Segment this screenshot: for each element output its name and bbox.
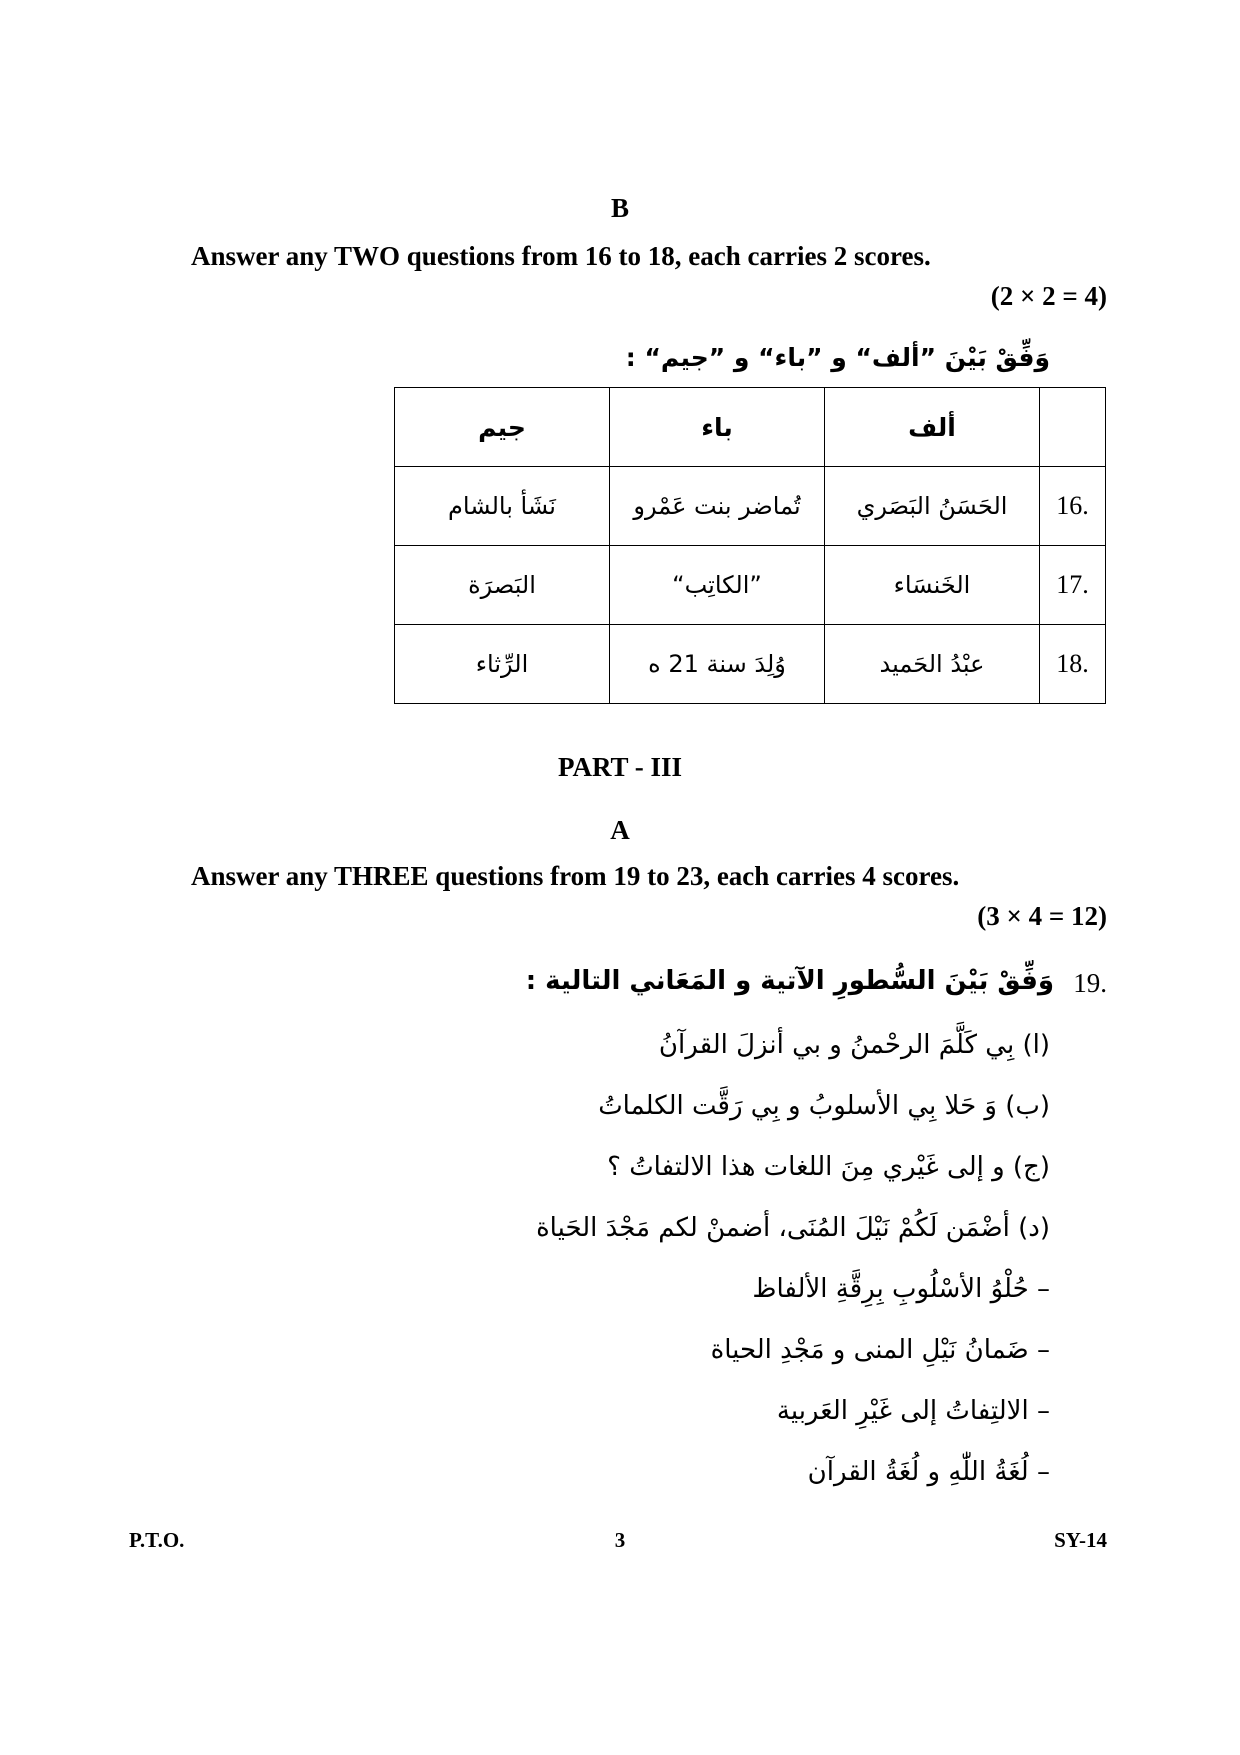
header-baa: باء	[610, 388, 825, 467]
section-b-instruction: Answer any TWO questions from 16 to 18, each carries 2 scores.	[191, 241, 931, 271]
q19-line-c: (ج) و إلى غَيْري مِنَ اللغات هذا الالتفاتُ ؟	[607, 1152, 1050, 1182]
table-row	[395, 625, 1106, 704]
header-jeem: جيم	[395, 388, 610, 467]
section-letter-b: B	[610, 193, 629, 223]
part3-instruction: Answer any THREE questions from 19 to 23, each carries 4 scores.	[191, 861, 960, 891]
cell-jeem: الرِّثاء	[395, 625, 610, 704]
q19-meaning: – حُلْوُ الأسْلُوبِ بِرِقَّةِ الألفاظ	[752, 1274, 1050, 1304]
section-b-scores: (2 × 2 = 4)	[990, 281, 1107, 311]
cell-baa: وُلِدَ سنة 21 ه	[610, 625, 825, 704]
part3-scores: (3 × 4 = 12)	[977, 901, 1107, 931]
footer-code: SY-14	[1054, 1528, 1107, 1552]
question-number: 17.	[1040, 546, 1106, 625]
q19-meaning: – لُغَةُ اللّٰهِ و لُغَةُ القرآن	[807, 1457, 1050, 1487]
cell-baa: ”الكاتِب“	[610, 546, 825, 625]
table-header-row	[395, 388, 1106, 467]
question-number: 16.	[1040, 467, 1106, 546]
cell-alif: الخَنسَاء	[825, 546, 1040, 625]
cell-jeem: نَشَأ بالشام	[395, 467, 610, 546]
cell-alif: عبْدُ الحَميد	[825, 625, 1040, 704]
q19-meaning: – ضَمانُ نَيْلِ المنى و مَجْدِ الحياة	[710, 1335, 1050, 1365]
cell-baa: تُماضر بنت عَمْرو	[610, 467, 825, 546]
part-title: PART - III	[557, 752, 683, 782]
question-19-number: 19.	[1073, 968, 1107, 998]
page-number: 3	[614, 1528, 626, 1552]
q19-line-a: (ا) بِي كَلَّمَ الرحْمنُ و بي أنزلَ القرآنُ	[658, 1030, 1050, 1060]
q19-meaning: – الالتِفاتُ إلى غَيْرِ العَربية	[776, 1396, 1050, 1426]
table-row	[395, 467, 1106, 546]
q19-line-d: (د) أضْمَن لَكُمْ نَيْلَ المُنَى، أضمنْ لكم مَجْدَ الحَياة	[536, 1213, 1050, 1243]
question-number: 18.	[1040, 625, 1106, 704]
cell-alif: الحَسَنُ البَصَري	[825, 467, 1040, 546]
header-empty	[1040, 388, 1106, 467]
match-instruction: وَفِّقْ بَيْنَ ”ألف“ و ”باء“ و ”جيم“ :	[625, 343, 1050, 372]
table-row	[395, 546, 1106, 625]
header-alif: ألف	[825, 388, 1040, 467]
q19-line-b: (ب) وَ حَلا بِي الأسلوبُ و بِي رَقَّت الكلماتُ	[598, 1091, 1050, 1121]
footer-pto: P.T.O.	[129, 1528, 185, 1552]
cell-jeem: البَصرَة	[395, 546, 610, 625]
match-table	[394, 387, 1106, 704]
question-19-prompt: وَفِّقْ بَيْنَ السُّطورِ الآتية و المَعَاني التالية :	[525, 966, 1054, 996]
section-letter-a: A	[610, 815, 630, 845]
